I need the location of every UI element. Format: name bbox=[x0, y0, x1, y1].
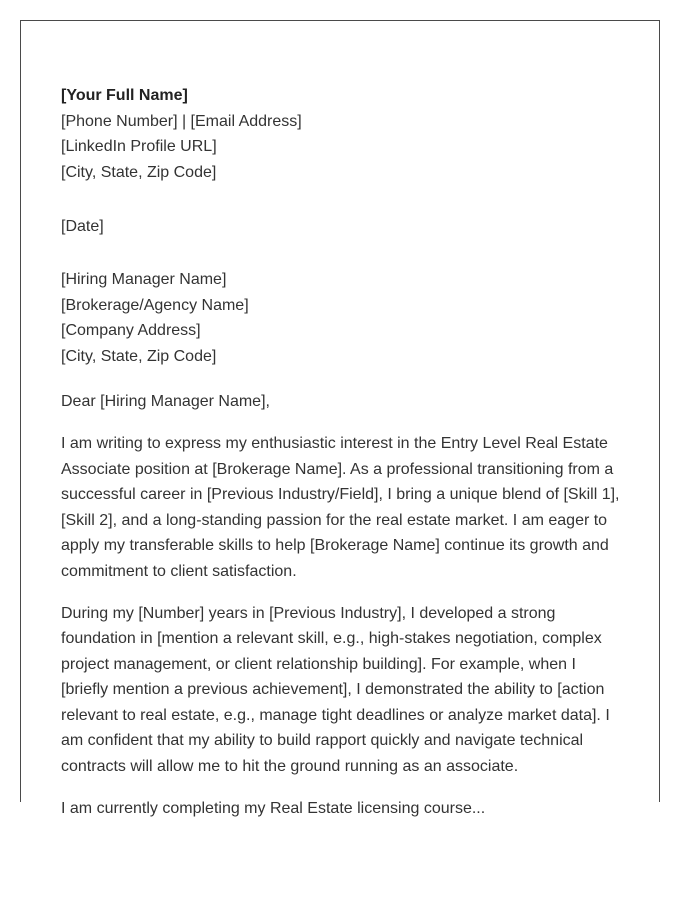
paragraph-line: [Skill 2], and a long-standing passion for the real estate market. I am eager to bbox=[61, 511, 608, 529]
paragraph-line: commitment to client satisfaction. bbox=[61, 562, 297, 580]
letter-date: [Date] bbox=[61, 218, 104, 236]
paragraph-line: contracts will allow me to hit the ground running as an associate. bbox=[61, 758, 519, 776]
recipient-manager: [Hiring Manager Name] bbox=[61, 270, 227, 288]
paragraph-line: apply my transferable skills to help [Brokerage Name] continue its growth and bbox=[61, 537, 609, 555]
paragraph-line: Associate position at [Brokerage Name]. As a professional transitioning from a bbox=[61, 460, 614, 478]
sender-linkedin: [LinkedIn Profile URL] bbox=[61, 138, 217, 156]
paragraph-line: [briefly mention a previous achievement], I demonstrated the ability to [action bbox=[61, 681, 605, 699]
cover-letter bbox=[61, 83, 631, 821]
sender-block bbox=[61, 83, 631, 185]
recipient-address: [Company Address] bbox=[61, 322, 201, 340]
sender-contact: [Phone Number] | [Email Address] bbox=[61, 112, 302, 130]
recipient-agency: [Brokerage/Agency Name] bbox=[61, 296, 249, 314]
paragraph-line: relevant to real estate, e.g., manage tight deadlines or analyze market data]. I bbox=[61, 706, 610, 724]
recipient-location: [City, State, Zip Code] bbox=[61, 347, 217, 365]
paragraph-line: I am writing to express my enthusiastic interest in the Entry Level Real Estate bbox=[61, 434, 608, 452]
sender-name: [Your Full Name] bbox=[61, 87, 188, 104]
paragraph-line: project management, or client relationship building]. For example, when I bbox=[61, 655, 576, 673]
paragraph-line: During my [Number] years in [Previous Industry], I developed a strong bbox=[61, 604, 556, 622]
paragraph-intro bbox=[61, 431, 631, 585]
salutation: Dear [Hiring Manager Name], bbox=[61, 393, 270, 411]
paragraph-cutoff bbox=[61, 796, 631, 822]
document-page bbox=[20, 20, 660, 817]
paragraph-line: I am currently completing my Real Estate licensing course... bbox=[61, 799, 486, 817]
paragraph-experience bbox=[61, 601, 631, 780]
paragraph-line: am confident that my ability to build rapport quickly and navigate technical bbox=[61, 732, 584, 750]
sender-location: [City, State, Zip Code] bbox=[61, 163, 217, 181]
paragraph-line: foundation in [mention a relevant skill, e.g., high-stakes negotiation, complex bbox=[61, 630, 602, 648]
recipient-block bbox=[61, 267, 631, 369]
paragraph-line: successful career in [Previous Industry/Field], I bring a unique blend of [Skill 1], bbox=[61, 486, 620, 504]
